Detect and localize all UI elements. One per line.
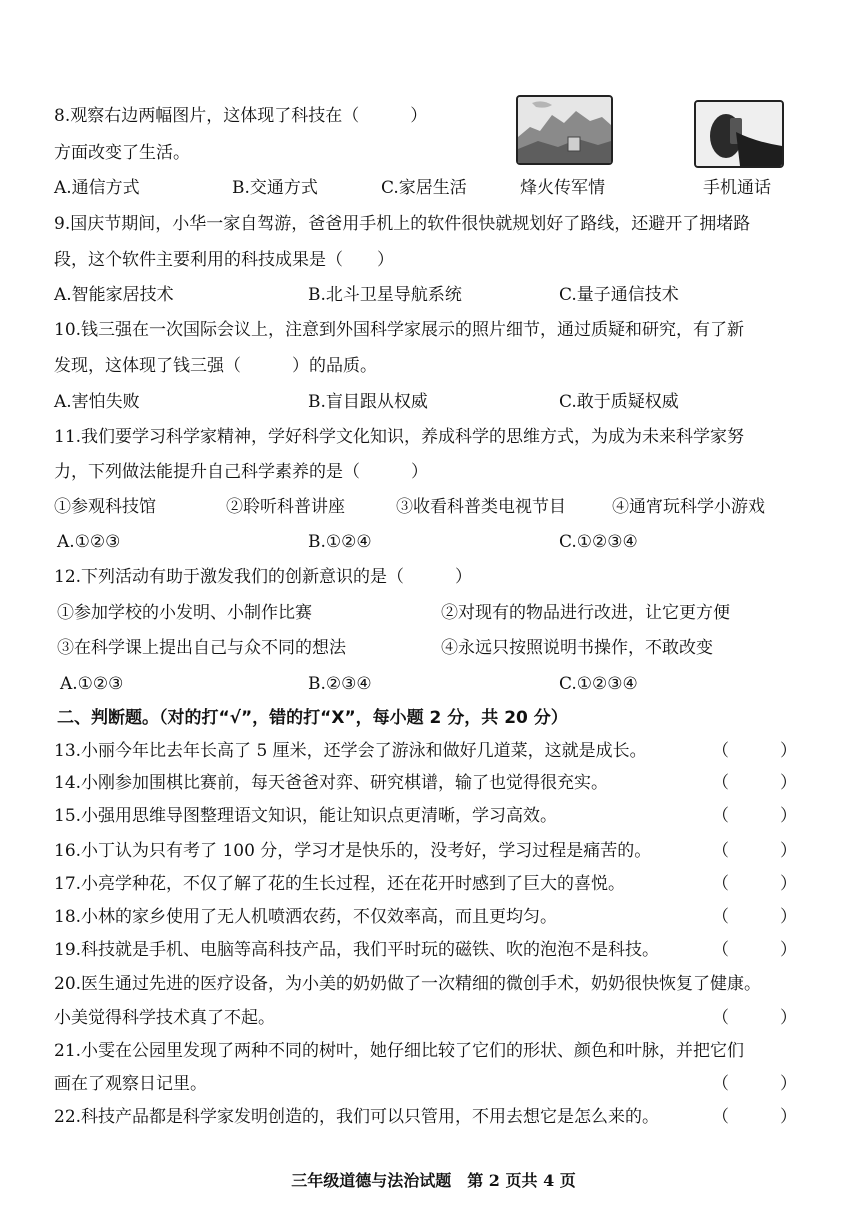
q8-stem-line2: 方面改变了生活。	[54, 143, 190, 163]
q11-option-a: A.①②③	[57, 532, 121, 552]
q16-answer-blank[interactable]: （ ）	[712, 841, 797, 861]
q9-option-b: B.北斗卫星导航系统	[308, 285, 462, 305]
q19-statement: 19.科技就是手机、电脑等高科技产品，我们平时玩的磁铁、吹的泡泡不是科技。	[54, 940, 660, 960]
q10-option-b: B.盲目跟从权威	[308, 392, 428, 412]
q10-stem-line1: 10.钱三强在一次国际会议上，注意到外国科学家展示的照片细节，通过质疑和研究，有了新	[54, 320, 745, 340]
q9-stem-line1: 9.国庆节期间，小华一家自驾游，爸爸用手机上的软件很快就规划好了路线，还避开了拥堵路	[54, 214, 751, 234]
q10-option-c: C.敢于质疑权威	[559, 392, 679, 412]
q15-statement: 15.小强用思维导图整理语文知识，能让知识点更清晰，学习高效。	[54, 806, 558, 826]
q12-option-c: C.①②③④	[559, 674, 638, 694]
q13-answer-blank[interactable]: （ ）	[712, 741, 797, 761]
q20-statement-line2: 小美觉得科学技术真了不起。	[54, 1008, 275, 1028]
q8-option-b: B.交通方式	[232, 178, 318, 198]
page-footer: 三年级道德与法治试题 第 2 页共 4 页	[291, 1171, 576, 1190]
q11-item-3: ③收看科普类电视节目	[396, 497, 566, 517]
q12-item-2: ②对现有的物品进行改进，让它更方便	[441, 603, 730, 623]
q8-option-c: C.家居生活	[381, 178, 467, 198]
q22-statement: 22.科技产品都是科学家发明创造的，我们可以只管用，不用去想它是怎么来的。	[54, 1107, 660, 1127]
q10-option-a: A.害怕失败	[54, 392, 140, 412]
q11-option-c: C.①②③④	[559, 532, 638, 552]
q9-stem-line2: 段，这个软件主要利用的科技成果是（ ）	[54, 250, 394, 270]
q11-item-2: ②聆听科普讲座	[226, 497, 345, 517]
q12-item-3: ③在科学课上提出自己与众不同的想法	[57, 638, 346, 658]
q11-item-4: ④通宵玩科学小游戏	[612, 497, 765, 517]
q11-stem-line2: 力，下列做法能提升自己科学素养的是（ ）	[54, 462, 428, 482]
q14-answer-blank[interactable]: （ ）	[712, 773, 797, 793]
q21-statement-line1: 21.小雯在公园里发现了两种不同的树叶，她仔细比较了它们的形状、颜色和叶脉，并把它们	[54, 1041, 745, 1061]
q14-statement: 14.小刚参加围棋比赛前，每天爸爸对弈、研究棋谱，输了也觉得很充实。	[54, 773, 609, 793]
q8-caption-phone: 手机通话	[703, 178, 771, 198]
q20-statement-line1: 20.医生通过先进的医疗设备，为小美的奶奶做了一次精细的微创手术，奶奶很快恢复了健康。	[54, 974, 762, 994]
q10-stem-line2: 发现，这体现了钱三强（ ）的品质。	[54, 356, 377, 376]
q17-answer-blank[interactable]: （ ）	[712, 874, 797, 894]
q13-statement: 13.小丽今年比去年长高了 5 厘米，还学会了游泳和做好几道菜，这就是成长。	[54, 741, 647, 761]
q16-statement: 16.小丁认为只有考了 100 分，学习才是快乐的，没考好，学习过程是痛苦的。	[54, 841, 652, 861]
q11-item-1: ①参观科技馆	[54, 497, 156, 517]
q12-stem: 12.下列活动有助于激发我们的创新意识的是（ ）	[54, 567, 473, 587]
q17-statement: 17.小亮学种花，不仅了解了花的生长过程，还在花开时感到了巨大的喜悦。	[54, 874, 626, 894]
q12-option-b: B.②③④	[308, 674, 372, 694]
q19-answer-blank[interactable]: （ ）	[712, 940, 797, 960]
beacon-tower-picture	[516, 95, 613, 165]
q21-answer-blank[interactable]: （ ）	[712, 1074, 797, 1094]
q8-option-a: A.通信方式	[54, 178, 140, 198]
q22-answer-blank[interactable]: （ ）	[712, 1107, 797, 1127]
q9-option-c: C.量子通信技术	[559, 285, 679, 305]
q9-option-a: A.智能家居技术	[54, 285, 174, 305]
q8-caption-beacon: 烽火传军情	[520, 178, 605, 198]
q18-statement: 18.小林的家乡使用了无人机喷洒农药，不仅效率高，而且更均匀。	[54, 907, 558, 927]
q12-option-a: A.①②③	[60, 674, 124, 694]
q11-stem-line1: 11.我们要学习科学家精神，学好科学文化知识，养成科学的思维方式，为成为未来科学家努	[54, 427, 745, 447]
section-2-heading: 二、判断题。（对的打“√”，错的打“X”，每小题 2 分，共 20 分）	[57, 708, 568, 728]
q12-item-4: ④永远只按照说明书操作，不敢改变	[441, 638, 713, 658]
q8-stem-line1: 8.观察右边两幅图片，这体现了科技在（ ）	[54, 106, 428, 126]
q12-item-1: ①参加学校的小发明、小制作比赛	[57, 603, 312, 623]
q21-statement-line2: 画在了观察日记里。	[54, 1074, 207, 1094]
q18-answer-blank[interactable]: （ ）	[712, 907, 797, 927]
q15-answer-blank[interactable]: （ ）	[712, 806, 797, 826]
phone-call-picture	[694, 100, 784, 168]
q20-answer-blank[interactable]: （ ）	[712, 1008, 797, 1028]
q11-option-b: B.①②④	[308, 532, 372, 552]
